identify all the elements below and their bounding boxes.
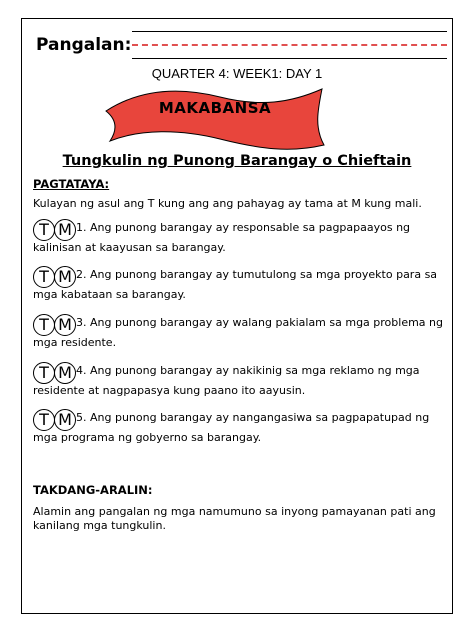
subject-title: MAKABANSA [158, 99, 272, 117]
assessment-item [33, 266, 448, 302]
true-mark-circle[interactable]: T [33, 362, 55, 384]
homework-label: TAKDANG-ARALIN: [33, 483, 153, 497]
false-mark-circle[interactable]: M [54, 219, 76, 241]
true-mark-circle[interactable]: T [33, 314, 55, 336]
worksheet-title: Tungkulin ng Punong Barangay o Chieftain [62, 153, 412, 169]
subject-banner [100, 83, 330, 153]
item-text: 1. Ang punong barangay ay responsable sa pagpapaayos ng kalinisan at kaayusan sa barangay. [33, 221, 411, 254]
assessment-item [33, 219, 448, 255]
assessment-item [33, 314, 448, 350]
false-mark-circle[interactable]: M [54, 314, 76, 336]
true-mark-circle[interactable]: T [33, 219, 55, 241]
false-mark-circle[interactable]: M [54, 409, 76, 431]
name-writing-line[interactable] [132, 44, 447, 46]
false-mark-circle[interactable]: M [54, 362, 76, 384]
assessment-item [33, 362, 448, 398]
true-mark-circle[interactable]: T [33, 266, 55, 288]
true-mark-circle[interactable]: T [33, 409, 55, 431]
false-mark-circle[interactable]: M [54, 266, 76, 288]
item-text: 4. Ang punong barangay ay nakikinig sa mga reklamo ng mga residente at nagpapasya kung paano ito aayusin. [33, 364, 420, 397]
quarter-week-day: QUARTER 4: WEEK1: DAY 1 [151, 66, 323, 81]
assessment-label: PAGTATAYA: [33, 177, 110, 191]
homework-text: Alamin ang pangalan ng mga namumuno sa inyong pamayanan pati ang kanilang mga tungkulin. [33, 505, 436, 532]
item-text: 3. Ang punong barangay ay walang pakialam sa mga problema ng mga residente. [33, 316, 444, 349]
item-text: 2. Ang punong barangay ay tumutulong sa mga proyekto para sa mga kabataan sa barangay. [33, 268, 438, 301]
name-line-top [132, 31, 447, 32]
worksheet-page [21, 18, 453, 614]
assessment-instruction: Kulayan ng asul ang T kung ang ang pahayag ay tama at M kung mali. [33, 197, 422, 210]
item-text: 5. Ang punong barangay ay nangangasiwa sa pagpapatupad ng mga programa ng gobyerno sa barangay. [33, 411, 430, 444]
assessment-item [33, 409, 448, 445]
name-label: Pangalan: [36, 35, 132, 55]
name-line-bottom [132, 58, 447, 59]
